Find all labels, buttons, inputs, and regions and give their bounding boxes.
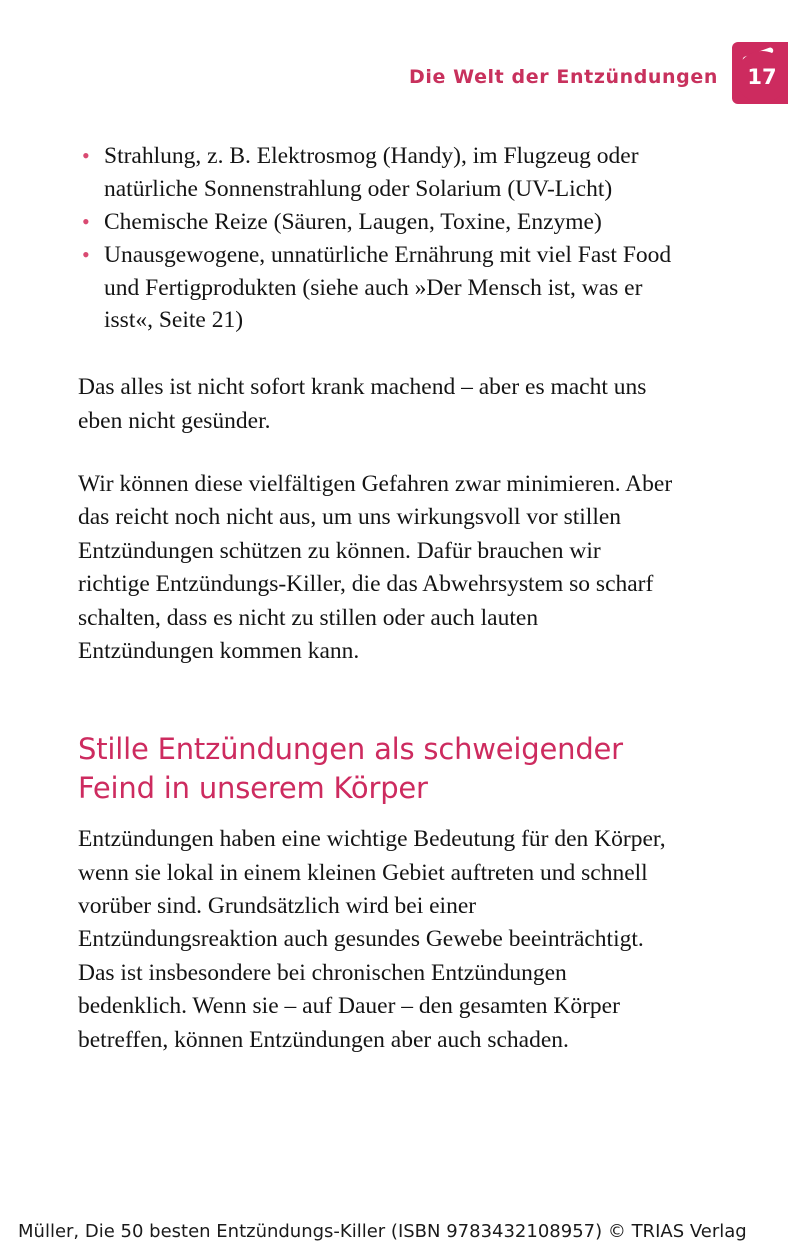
page-number-badge: 17 <box>736 51 788 103</box>
bullet-list <box>78 140 678 337</box>
chapter-title: Die Welt der Entzündungen <box>409 66 718 88</box>
spacer <box>78 438 678 468</box>
page-header <box>0 50 788 104</box>
page-content <box>78 140 678 1057</box>
list-item: • Strahlung, z. B. Elektrosmog (Handy), im Flugzeug oder natürliche Sonnenstrahlung oder Solarium (UV-Licht) <box>78 140 678 206</box>
paragraph-intro: Das alles ist nicht sofort krank machend – aber es macht uns eben nicht gesünder. <box>78 374 647 434</box>
footer-copyright: Müller, Die 50 besten Entzündungs-Killer (ISBN 9783432108957) © TRIAS Verlag <box>18 1221 747 1242</box>
spacer <box>78 337 678 371</box>
list-item: • Chemische Reize (Säuren, Laugen, Toxine, Enzyme) <box>78 206 678 239</box>
section-heading: Stille Entzündungen als schweigender Feind in unserem Körper <box>78 732 623 805</box>
list-item: • Unausgewogene, unnatürliche Ernährung mit viel Fast Food und Fertigprodukten (siehe auch »Der Mensch ist, was er isst«, Seite 21) <box>78 239 678 338</box>
paragraph-inflammation: Entzündungen haben eine wichtige Bedeutung für den Körper, wenn sie lokal in einem kleinen Gebiet auftreten und schnell vorüber sind. Grundsätzlich wird bei einer Entzündungsreaktion auch gesundes Gewebe beeinträchtigt. Das ist insbesondere bei chronischen Entzündungen bedenklich. Wenn sie – auf Dauer – den gesamten Körper betreffen, können Entzündungen aber auch schaden. <box>78 826 666 1053</box>
paragraph-prevention: Wir können diese vielfältigen Gefahren zwar minimieren. Aber das reicht noch nicht aus, um uns wirkungsvoll vor stillen Entzündungen schützen zu können. Dafür brauchen wir richtige Entzündungs-Killer, die das Abwehrsystem so scharf schalten, dass es nicht zu stillen oder auch lauten Entzündungen kommen kann. <box>78 471 673 664</box>
spacer <box>78 668 678 730</box>
